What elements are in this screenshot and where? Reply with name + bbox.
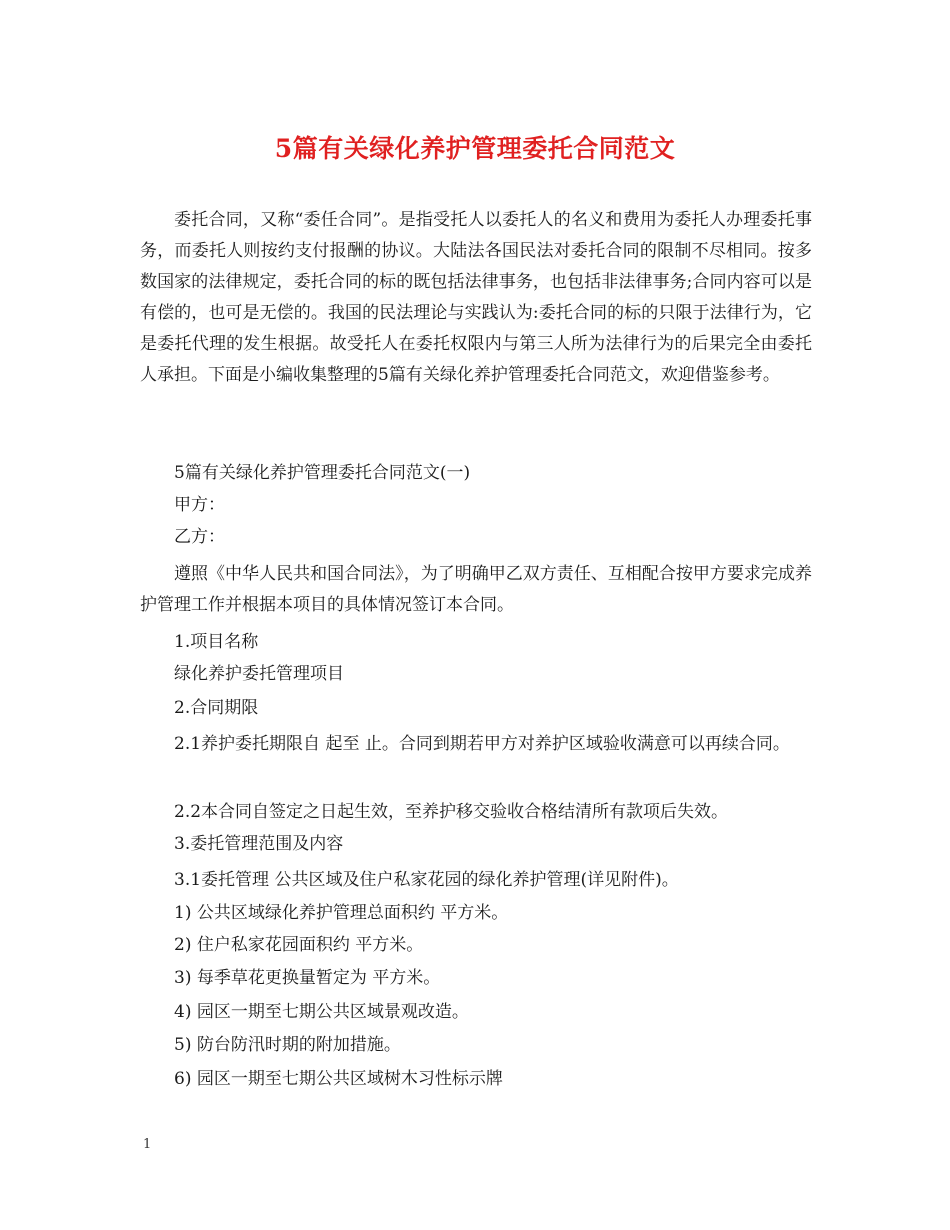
party-b-label: 乙方： bbox=[174, 527, 225, 547]
party-a-label: 甲方： bbox=[174, 495, 225, 515]
clause-2-2: 2.2本合同自签定之日起生效，至养护移交验收合格结清所有款项后失效。 bbox=[174, 802, 729, 822]
section-1-heading: 1.项目名称 bbox=[174, 632, 259, 652]
list-item: 2) 住户私家花园面积约 平方米。 bbox=[174, 935, 424, 955]
list-item: 6) 园区一期至七期公共区域树木习性标示牌 bbox=[174, 1069, 503, 1089]
list-item: 3) 每季草花更换量暂定为 平方米。 bbox=[174, 968, 441, 988]
section-subtitle: 5篇有关绿化养护管理委托合同范文(一) bbox=[174, 463, 471, 483]
list-item: 5) 防台防汛时期的附加措施。 bbox=[174, 1035, 401, 1055]
page-number: 1 bbox=[143, 1137, 152, 1152]
list-item: 1) 公共区域绿化养护管理总面积约 平方米。 bbox=[174, 903, 509, 923]
clause-2-1: 2.1养护委托期限自 起至 止。合同到期若甲方对养护区域验收满意可以再续合同。 bbox=[174, 734, 790, 754]
preamble-paragraph: 遵照《中华人民共和国合同法》，为了明确甲乙双方责任、互相配合按甲方要求完成养护管理工作并根据本项目的具体情况签订本合同。 bbox=[140, 564, 812, 615]
list-item: 4) 园区一期至七期公共区域景观改造。 bbox=[174, 1002, 469, 1022]
section-1-body: 绿化养护委托管理项目 bbox=[174, 664, 344, 684]
intro-paragraph: 委托合同，又称“委任合同”。是指受托人以委托人的名义和费用为委托人办理委托事务，而委托人则按约支付报酬的协议。大陆法各国民法对委托合同的限制不尽相同。按多数国家的法律规定，委托合同的标的既包括法律事务，也包括非法律事务;合同内容可以是有偿的，也可是无偿的。我国的民法理论与实践认为:委托合同的标的只限于法律行为，它是委托代理的发生根据。故受托人在委托权限内与第三人所为法律行为的后果完全由委托人承担。下面是小编收集整理的5篇有关绿化养护管理委托合同范文，欢迎借鉴参考。 bbox=[140, 210, 812, 385]
section-2-heading: 2.合同期限 bbox=[174, 698, 259, 718]
section-3-heading: 3.委托管理范围及内容 bbox=[174, 834, 344, 854]
clause-3-1: 3.1委托管理 公共区域及住户私家花园的绿化养护管理(详见附件)。 bbox=[174, 870, 679, 890]
document-title: 5篇有关绿化养护管理委托合同范文 bbox=[274, 134, 676, 163]
